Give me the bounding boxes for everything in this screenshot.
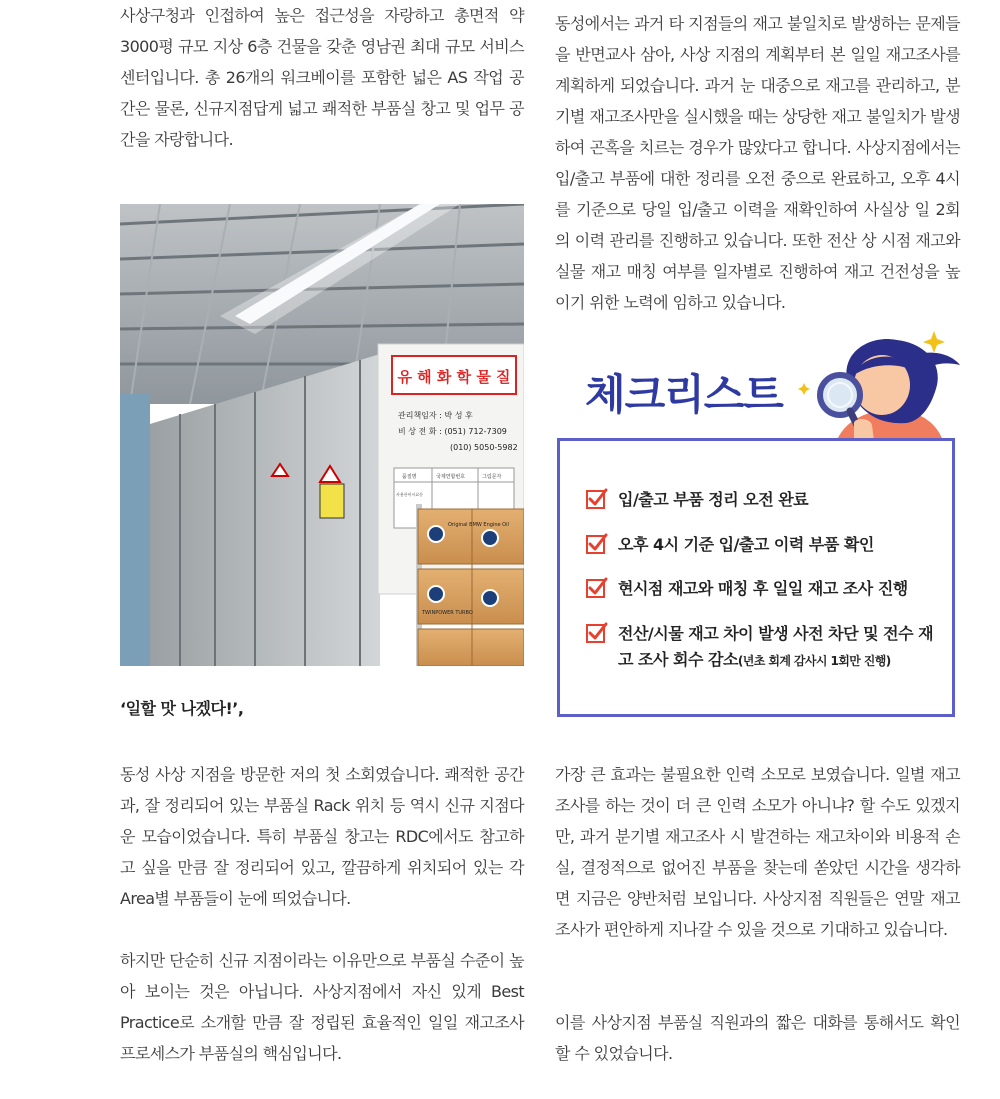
checklist-box (557, 438, 955, 717)
sign-phone-1: 비 상 전 화 : (051) 712-7309 (398, 427, 507, 436)
checklist-item-text: 전산/시물 재고 차이 발생 사전 차단 및 전수 재고 조사 회수 감소 (618, 624, 934, 669)
checklist-item-text: 현시점 재고와 매칭 후 일일 재고 조사 진행 (618, 579, 908, 598)
checkmark-icon (586, 533, 608, 555)
checklist-item-text: 입/출고 부품 정리 오전 완료 (618, 490, 809, 509)
checkmark-icon (586, 577, 608, 599)
sign-manager: 관리책임자 : 박 성 후 (398, 411, 473, 420)
checkmark-icon (586, 622, 608, 644)
checklist-title: 체크리스트 (585, 370, 783, 419)
checklist-item (586, 487, 948, 513)
checklist-item (586, 621, 948, 674)
quote-heading: ‘일할 맛 나겠다!’, (120, 699, 244, 718)
checklist-item (586, 576, 948, 602)
sign-phone-2: (010) 5050-5982 (450, 443, 518, 452)
checklist-item-note: (년초 회계 감사시 1회만 진행) (737, 654, 891, 668)
sign-table-row-1: 사용산이시료등 (396, 492, 424, 497)
sign-table-header-3: 그림문자 (482, 474, 502, 480)
checkmark-icon (586, 488, 608, 510)
right-paragraph-1: 가장 큰 효과는 불필요한 인력 소모로 보였습니다. 일별 재고조사를 하는 것이 더 큰 인력 소모가 아니냐? 할 수도 있겠지만, 과거 분기별 재고조사 시 발견하는 재고차이와 비용적 손실, 결정적으로 없어진 부품을 찾는데 쏟았던 시간을 생각하면 지금은 양반처럼 보입니다. 사상지점 직원들은 연말 재고조사가 편안하게 지나갈 수 있을 것으로 기대하고 있습니다. (555, 765, 960, 939)
checklist-item-text: 오후 4시 기준 입/출고 이력 부품 확인 (618, 535, 874, 554)
left-paragraph-2: 하지만 단순히 신규 지점이라는 이유만으로 부품실 수준이 높아 보이는 것은 아닙니다. 사상지점에서 자신 있게 Best Practice로 소개할 만큼 잘 정립된 효율적인 일일 재고조사 프로세스가 부품실의 핵심입니다. (120, 951, 524, 1063)
sign-table-header-1: 품질명 (402, 474, 417, 480)
left-intro-paragraph: 사상구청과 인접하여 높은 접근성을 자랑하고 총면적 약 3000평 규모 지상 6층 건물을 갖춘 영남권 최대 규모 서비스센터입니다. 총 26개의 워크베이를 포함한 넓은 AS 작업 공간은 물론, 신규지점답게 넓고 쾌적한 부품실 창고 및 업무 공간을 자랑합니다. (120, 6, 524, 149)
box-label-oil: Original BMW Engine Oil (448, 522, 509, 528)
right-intro-paragraph: 동성에서는 과거 타 지점들의 재고 불일치로 발생하는 문제들을 반면교사 삼아, 사상 지점의 계획부터 본 일일 재고조사를 계획하게 되었습니다. 과거 눈 대중으로 재고를 관리하고, 분기별 재고조사만을 실시했을 때는 상당한 재고 불일치가 발생하여 곤혹을 치르는 경우가 많았다고 합니다. 사상지점에서는 입/출고 부품에 대한 정리를 오전 중으로 완료하고, 오후 4시를 기준으로 당일 입/출고 이력을 재확인하여 사실상 일 2회의 이력 관리를 진행하고 있습니다. 또한 전산 상 시점 재고와 실물 재고 매칭 여부를 일자별로 진행하여 재고 건전성을 높이기 위한 노력에 임하고 있습니다. (555, 14, 960, 312)
box-label-turbo: TWINPOWER TURBO (422, 610, 473, 616)
right-paragraph-2: 이를 사상지점 부품실 직원과의 짧은 대화를 통해서도 확인 할 수 있었습니다. (555, 1013, 960, 1063)
sign-table-header-2: 국제연합번호 (436, 474, 465, 480)
checklist-item (586, 532, 948, 558)
sign-title: 유 해 화 학 물 질 (397, 368, 511, 386)
parts-room-photo (120, 204, 524, 666)
left-paragraph-1: 동성 사상 지점을 방문한 저의 첫 소회였습니다. 쾌적한 공간과, 잘 정리되어 있는 부품실 Rack 위치 등 역시 신규 지점다운 모습이었습니다. 특히 부품실 창고는 RDC에서도 참고하고 싶을 만큼 잘 정리되어 있고, 깔끔하게 위치되어 있는 각 Area별 부품들이 눈에 띄었습니다. (120, 765, 524, 908)
